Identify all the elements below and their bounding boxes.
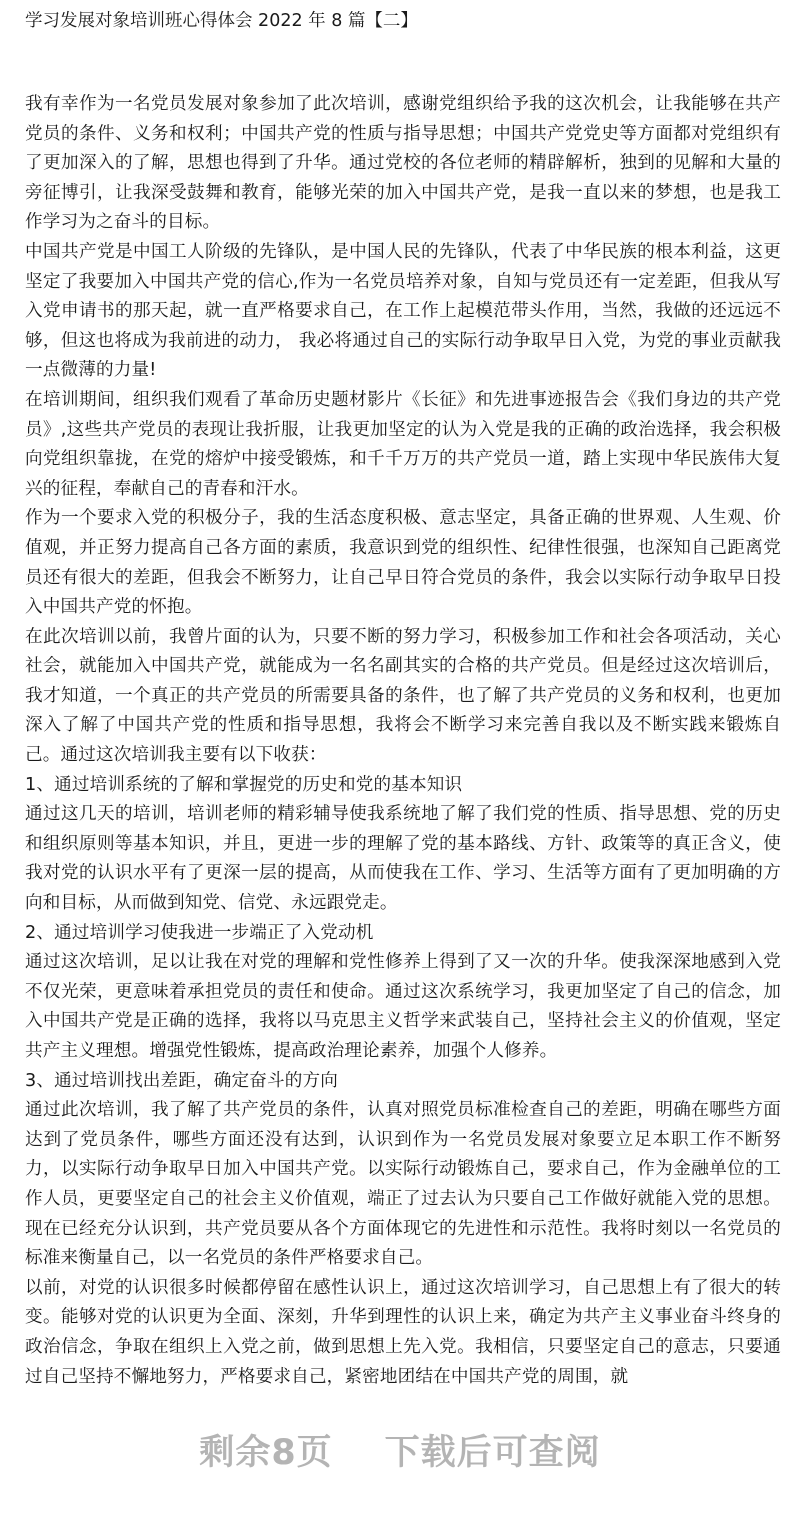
remaining-pages-label[interactable]: 剩余8页: [199, 1433, 333, 1473]
section-heading-1: 1、通过培训系统的了解和掌握党的历史和党的基本知识: [25, 774, 463, 795]
section-heading-2: 2、通过培训学习使我进一步端正了入党动机: [25, 922, 374, 943]
section-body-2: 通过这次培训，足以让我在对党的理解和党性修养上得到了又一次的升华。使我深深地感到入党不仅光荣，更意味着承担党员的责任和使命。通过这次系统学习，我更加坚定了自己的信念，加入中国共产党是正确的选择，我将以马克思主义哲学来武装自己，坚持社会主义的价值观，坚定共产主义理想。增强党性锻炼，提高政治理论素养，加强个人修养。: [25, 952, 781, 1061]
section-body-1: 通过这几天的培训，培训老师的精彩辅导使我系统地了解了我们党的性质、指导思想、党的历史和组织原则等基本知识，并且，更进一步的理解了党的基本路线、方针、政策等的真正含义，使我对党的认识水平有了更深一层的提高，从而使我在工作、学习、生活等方面有了更加明确的方向和目标，从而做到知党、信党、永远跟党走。: [25, 804, 781, 914]
paragraph-before-training: 在此次培训以前，我曾片面的认为，只要不断的努力学习，积极参加工作和社会各项活动，关心社会，就能加入中国共产党，就能成为一名名副其实的合格的共产党员。但是经过这次培训后，我才知道，一个真正的共产党员的所需要具备的条件，也了解了共产党员的义务和权利，也更加深入了解了中国共产党的性质和指导思想，我将会不断学习来完善自我以及不断实践来锻炼自己。通过这次培训我主要有以下收获：: [25, 626, 781, 766]
download-banner[interactable]: [0, 1425, 800, 1475]
paragraph-vanguard: 中国共产党是中国工人阶级的先锋队，是中国人民的先锋队，代表了中华民族的根本利益，这更坚定了我要加入中国共产党的信心,作为一名党员培养对象，自知与党员还有一定差距，但我从写入党申请书的那天起，就一直严格要求自己，在工作上起模范带头作用，当然，我做的还远远不够，但这也将成为我前进的动力， 我必将通过自己的实际行动争取早日入党，为党的事业贡献我一点微薄的力量!: [25, 241, 781, 381]
paragraph-training-films: 在培训期间，组织我们观看了革命历史题材影片《长征》和先进事迹报告会《我们身边的共产党员》,这些共产党员的表现让我折服，让我更加坚定的认为入党是我的正确的政治选择，我会积极向党组织靠拢，在党的熔炉中接受锻炼，和千千万万的共产党员一道，踏上实现中华民族伟大复兴的征程，奉献自己的青春和汗水。: [25, 389, 781, 499]
download-to-view-label[interactable]: 下载后可查阅: [384, 1433, 601, 1473]
paragraph-activist: 作为一个要求入党的积极分子，我的生活态度积极、意志坚定，具备正确的世界观、人生观、价值观，并正努力提高自己各方面的素质，我意识到党的组织性、纪律性很强，也深知自己距离党员还有很大的差距，但我会不断努力，让自己早日符合党员的条件，我会以实际行动争取早日投入中国共产党的怀抱。: [25, 508, 781, 618]
document-title: 学习发展对象培训班心得体会 2022 年 8 篇【二】: [25, 11, 418, 31]
document-body: [25, 90, 781, 1392]
section-body-3: 通过此次培训，我了解了共产党员的条件，认真对照党员标准检查自己的差距，明确在哪些方面达到了党员条件，哪些方面还没有达到，认识到作为一名党员发展对象要立足本职工作不断努力，以实际行动争取早日加入中国共产党。以实际行动锻炼自己，要求自己，作为金融单位的工作人员，更要坚定自己的社会主义价值观，端正了过去认为只要自己工作做好就能入党的思想。现在已经充分认识到，共产党员要从各个方面体现它的先进性和示范性。我将时刻以一名党员的标准来衡量自己，以一名党员的条件严格要求自己。: [25, 1100, 781, 1269]
paragraph-closing: 以前，对党的认识很多时候都停留在感性认识上，通过这次培训学习，自己思想上有了很大的转变。能够对党的认识更为全面、深刻，升华到理性的认识上来，确定为共产主义事业奋斗终身的政治信念，争取在组织上入党之前，做到思想上先入党。我相信，只要坚定自己的意志，只要通过自己坚持不懈地努力，严格要求自己，紧密地团结在中国共产党的周围，就: [25, 1277, 781, 1387]
section-heading-3: 3、通过培训找出差距，确定奋斗的方向: [25, 1070, 338, 1091]
paragraph-intro: 我有幸作为一名党员发展对象参加了此次培训，感谢党组织给予我的这次机会，让我能够在共产党员的条件、义务和权利；中国共产党的性质与指导思想；中国共产党党史等方面都对党组织有了更加深入的了解，思想也得到了升华。通过党校的各位老师的精辟解析，独到的见解和大量的旁征博引，让我深受鼓舞和教育，能够光荣的加入中国共产党，是我一直以来的梦想，也是我工作学习为之奋斗的目标。: [25, 94, 781, 233]
